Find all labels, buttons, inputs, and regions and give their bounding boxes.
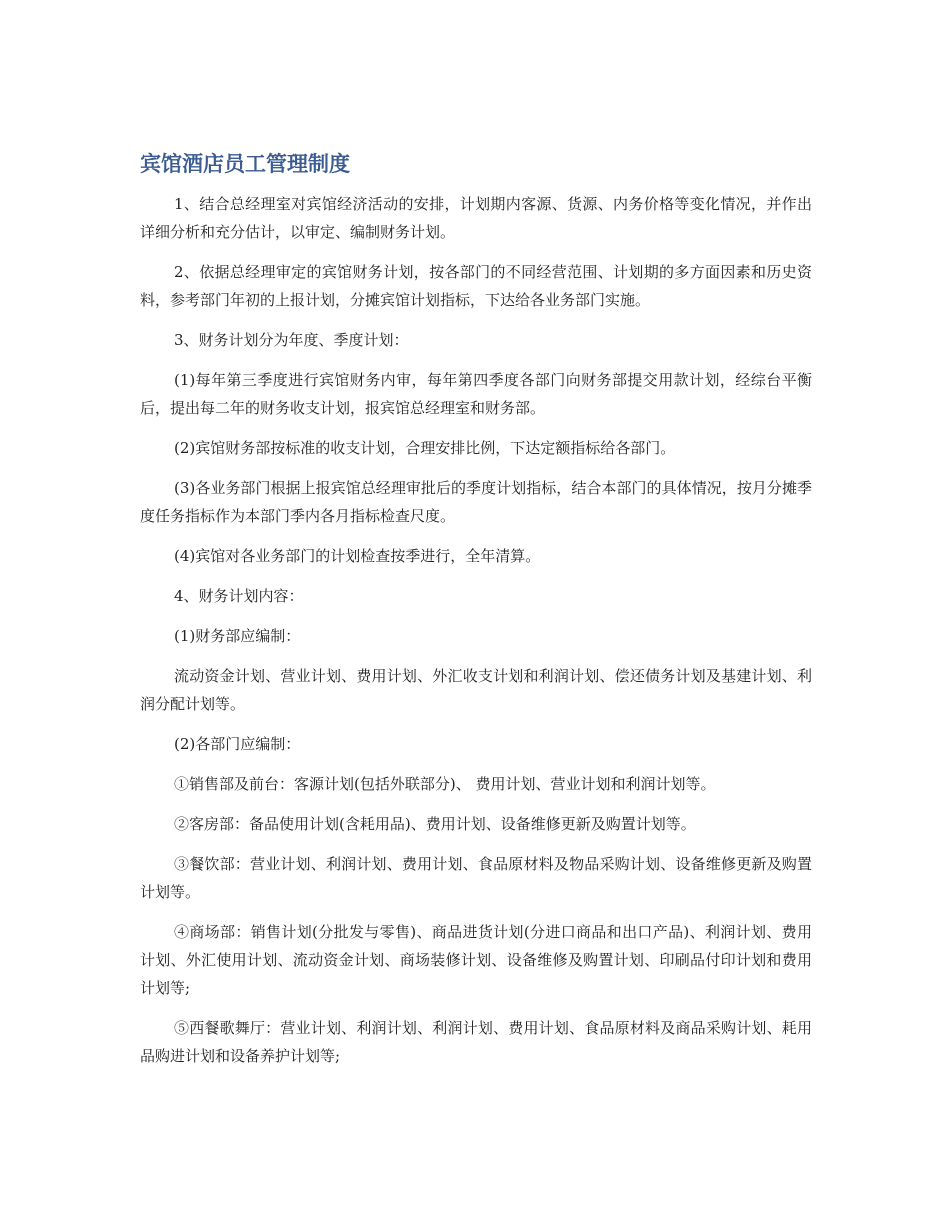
paragraph-5: (2)宾馆财务部按标准的收支计划，合理安排比例，下达定额指标给各部门。 <box>174 439 676 457</box>
document-title: 宾馆酒店员工管理制度 <box>140 152 350 176</box>
paragraph-11: (2)各部门应编制： <box>174 735 301 753</box>
paragraph-14: ③餐饮部：营业计划、利润计划、费用计划、食品原材料及物品采购计划、设备维修更新及购置计划等。 <box>140 855 812 901</box>
paragraph-3: 3、财务计划分为年度、季度计划： <box>174 331 409 349</box>
paragraph-16: ⑤西餐歌舞厅：营业计划、利润计划、利润计划、费用计划、食品原材料及商品采购计划、耗用品购进计划和设备养护计划等; <box>140 1019 812 1065</box>
paragraph-1: 1、结合总经理室对宾馆经济活动的安排，计划期内客源、货源、内务价格等变化情况，并作出详细分析和充分估计，以审定、编制财务计划。 <box>140 195 812 241</box>
paragraph-4: (1)每年第三季度进行宾馆财务内审，每年第四季度各部门向财务部提交用款计划，经综台平衡后，提出每二年的财务收支计划，报宾馆总经理室和财务部。 <box>140 371 812 417</box>
document-body <box>140 146 812 1082</box>
paragraph-13: ②客房部：备品使用计划(含耗用品)、费用计划、设备维修更新及购置计划等。 <box>174 815 696 833</box>
paragraph-8: 4、财务计划内容： <box>174 587 304 605</box>
paragraph-7: (4)宾馆对各业务部门的计划检查按季进行，全年清算。 <box>174 547 541 565</box>
paragraph-6: (3)各业务部门根据上报宾馆总经理审批后的季度计划指标，结合本部门的具体情况，按月分摊季度任务指标作为本部门季内各月指标检查尺度。 <box>140 479 812 525</box>
paragraph-9: (1)财务部应编制： <box>174 627 301 645</box>
paragraph-12: ①销售部及前台：客源计划(包括外联部分)、 费用计划、营业计划和利润计划等。 <box>174 775 716 793</box>
paragraph-10: 流动资金计划、营业计划、费用计划、外汇收支计划和利润计划、偿还债务计划及基建计划、利润分配计划等。 <box>140 667 812 713</box>
paragraph-2: 2、依据总经理审定的宾馆财务计划，按各部门的不同经营范围、计划期的多方面因素和历史资料，参考部门年初的上报计划，分摊宾馆计划指标，下达给各业务部门实施。 <box>140 263 812 309</box>
paragraph-15: ④商场部：销售计划(分批发与零售)、商品进货计划(分进口商品和出口产品)、利润计划、费用计划、外汇使用计划、流动资金计划、商场装修计划、设备维修及购置计划、印刷品付印计划和费用计划等; <box>140 923 812 997</box>
